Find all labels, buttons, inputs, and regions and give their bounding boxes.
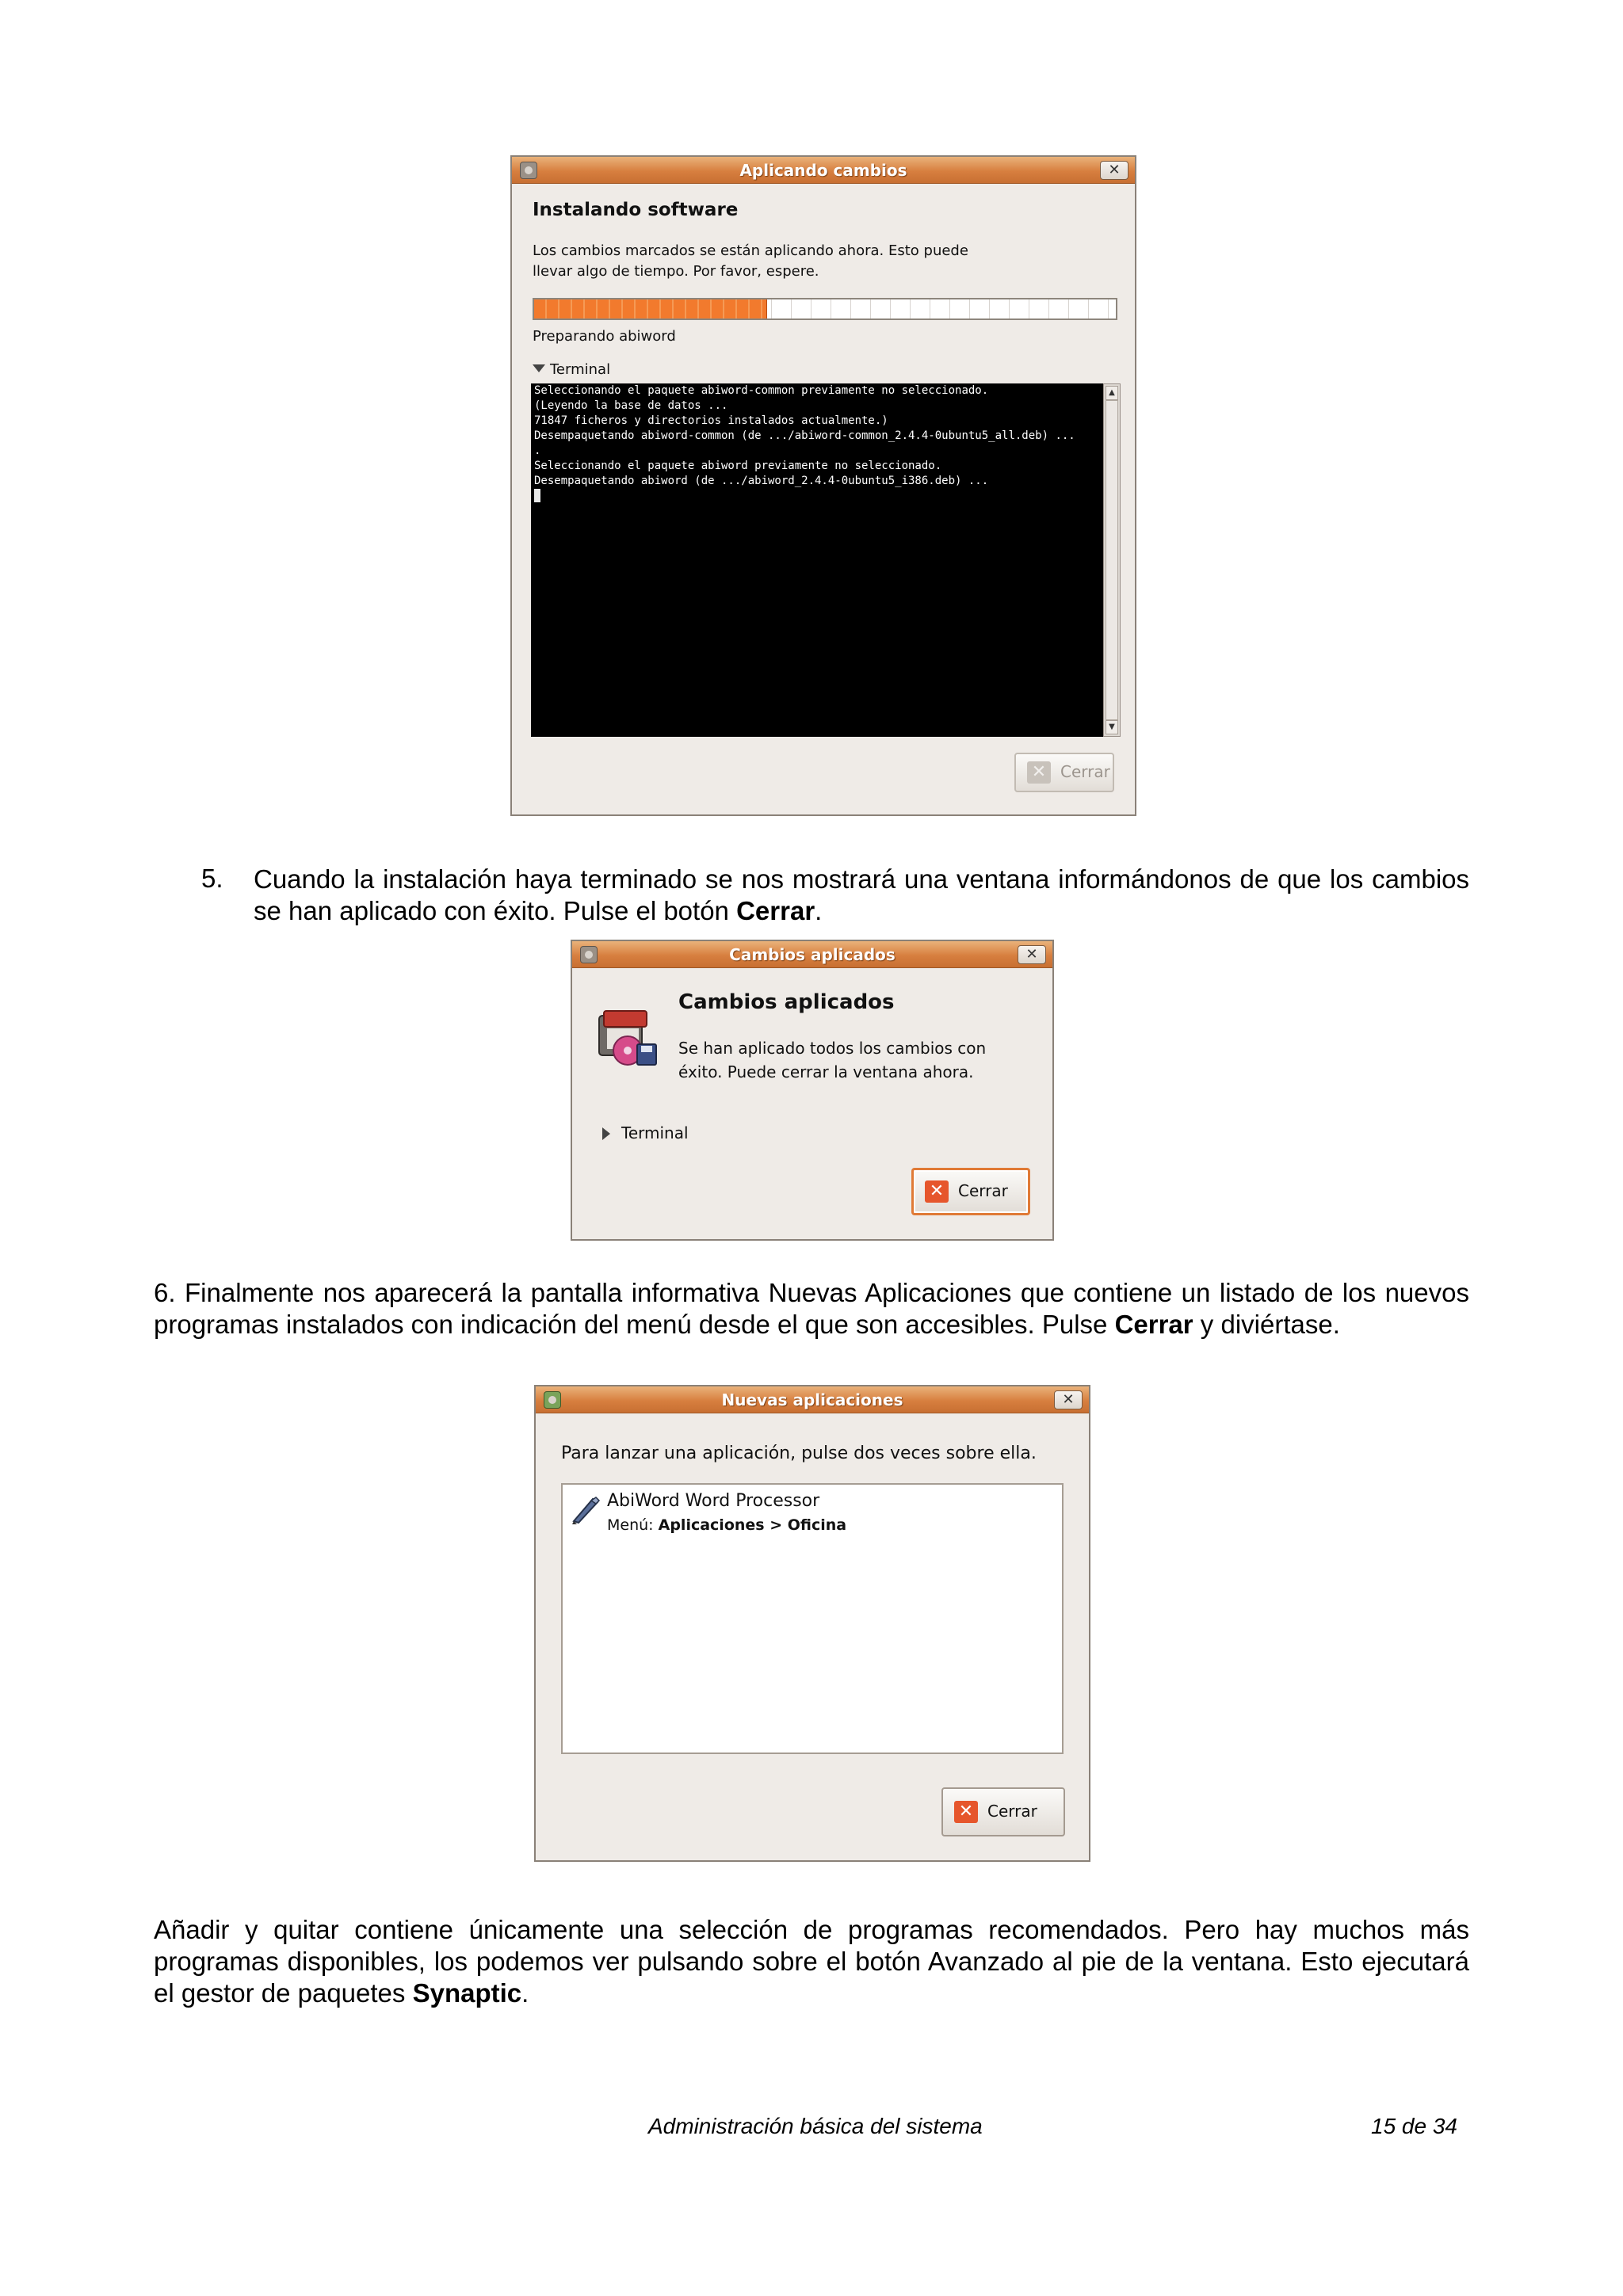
dialog-message xyxy=(678,1036,1035,1084)
scroll-down-icon[interactable]: ▼ xyxy=(1106,720,1118,734)
paragraph-bold: Cerrar xyxy=(1114,1310,1193,1339)
cancel-x-icon: ✕ xyxy=(954,1801,978,1823)
terminal-cursor-line xyxy=(534,489,1100,505)
window-title: Cambios aplicados xyxy=(729,945,896,964)
terminal-expander[interactable] xyxy=(602,1123,689,1142)
step-5-paragraph xyxy=(254,864,1469,927)
button-label: Cerrar xyxy=(1060,762,1110,781)
close-button[interactable] xyxy=(911,1168,1030,1215)
paragraph-text: . xyxy=(521,1978,529,2008)
paragraph-text: Cuando la instalación haya terminado se nos mostrará una ventana informándonos de que los cambios se han aplicado con éxito. Pulse el botón xyxy=(254,864,1469,925)
step-6-paragraph xyxy=(154,1277,1469,1341)
button-label: Cerrar xyxy=(958,1181,1008,1200)
close-button[interactable] xyxy=(941,1787,1065,1836)
scroll-thumb[interactable] xyxy=(1106,400,1118,720)
message-line: éxito. Puede cerrar la ventana ahora. xyxy=(678,1062,974,1081)
paragraph-text: 6. Finalmente nos aparecerá la pantalla informativa Nuevas Aplicaciones que contiene un listado de los nuevos programas instalados con indicación del menú desde el que son accesibles. Pulse xyxy=(154,1278,1469,1339)
terminal-output[interactable] xyxy=(531,383,1103,737)
progress-bar xyxy=(533,298,1117,320)
close-icon[interactable]: ✕ xyxy=(1018,945,1046,964)
terminal-line: Desempaquetando abiword-common (de .../abiword-common_2.4.4-0ubuntu5_all.deb) ... xyxy=(534,429,1075,442)
terminal-line: Seleccionando el paquete abiword-common previamente no seleccionado. xyxy=(534,384,989,397)
cancel-x-icon: ✕ xyxy=(1027,761,1051,784)
window-title: Nuevas aplicaciones xyxy=(721,1390,903,1409)
window-new-applications xyxy=(534,1385,1090,1862)
package-icon xyxy=(593,1005,659,1068)
dialog-heading: Instalando software xyxy=(533,200,739,220)
closing-paragraph xyxy=(154,1914,1469,2009)
window-applying-changes xyxy=(510,155,1136,816)
page-number: 15 de 34 xyxy=(1371,2114,1457,2138)
terminal-line: (Leyendo la base de datos ... xyxy=(534,399,728,412)
paragraph-bold: Synaptic xyxy=(412,1978,522,2008)
titlebar[interactable] xyxy=(512,157,1135,184)
terminal-line: 71847 ficheros y directorios instalados actualmente.) xyxy=(534,414,888,427)
message-line: Los cambios marcados se están aplicando ahora. Esto puede xyxy=(533,242,968,259)
message-line: llevar algo de tiempo. Por favor, espere. xyxy=(533,263,819,280)
dialog-message xyxy=(533,241,1024,282)
paragraph-text: Añadir y quitar contiene únicamente una selección de programas recomendados. Pero hay muchos más programas disponibles, los podemos ver pulsando sobre el botón Avanzado al pie de la ventana. Esto ejecutará el gestor de paquetes xyxy=(154,1915,1469,2008)
terminal-line: Desempaquetando abiword (de .../abiword_2.4.4-0ubuntu5_i386.deb) ... xyxy=(534,475,989,487)
terminal-line: . xyxy=(534,444,541,457)
menu-label: Menú: xyxy=(607,1516,654,1534)
footer-title: Administración básica del sistema xyxy=(648,2114,983,2138)
paragraph-bold: Cerrar xyxy=(736,896,815,925)
expander-label: Terminal xyxy=(550,361,611,378)
expander-label: Terminal xyxy=(621,1123,689,1142)
paragraph-text: . xyxy=(815,896,823,925)
dialog-message: Para lanzar una aplicación, pulse dos veces sobre ella. xyxy=(561,1444,1037,1463)
terminal-scrollbar[interactable] xyxy=(1103,383,1121,737)
terminal-cursor xyxy=(534,489,540,502)
progress-fill xyxy=(534,299,767,318)
message-line: Se han aplicado todos los cambios con xyxy=(678,1039,987,1058)
terminal-line: Seleccionando el paquete abiword previamente no seleccionado. xyxy=(534,460,942,472)
progress-status: Preparando abiword xyxy=(533,328,676,345)
close-icon[interactable]: ✕ xyxy=(1054,1390,1083,1409)
titlebar[interactable] xyxy=(536,1386,1089,1413)
close-button-disabled[interactable] xyxy=(1014,753,1114,792)
paragraph-text: y diviértase. xyxy=(1193,1310,1340,1339)
app-name: AbiWord Word Processor xyxy=(607,1491,820,1511)
applications-list[interactable] xyxy=(561,1483,1064,1754)
close-icon[interactable]: ✕ xyxy=(1100,161,1128,180)
abiword-icon xyxy=(569,1494,601,1526)
scroll-up-icon[interactable]: ▲ xyxy=(1106,386,1118,400)
app-menu-path xyxy=(607,1516,846,1534)
window-title: Aplicando cambios xyxy=(739,161,907,180)
list-number: 5. xyxy=(201,864,223,893)
cancel-x-icon: ✕ xyxy=(925,1180,949,1203)
chevron-right-icon[interactable] xyxy=(602,1127,610,1140)
titlebar[interactable] xyxy=(572,941,1052,968)
dialog-heading: Cambios aplicados xyxy=(678,990,895,1014)
button-label: Cerrar xyxy=(987,1802,1037,1821)
menu-path: Aplicaciones > Oficina xyxy=(658,1516,847,1534)
terminal-expander[interactable] xyxy=(533,361,610,378)
chevron-down-icon[interactable] xyxy=(533,364,545,372)
window-changes-applied xyxy=(571,940,1054,1241)
